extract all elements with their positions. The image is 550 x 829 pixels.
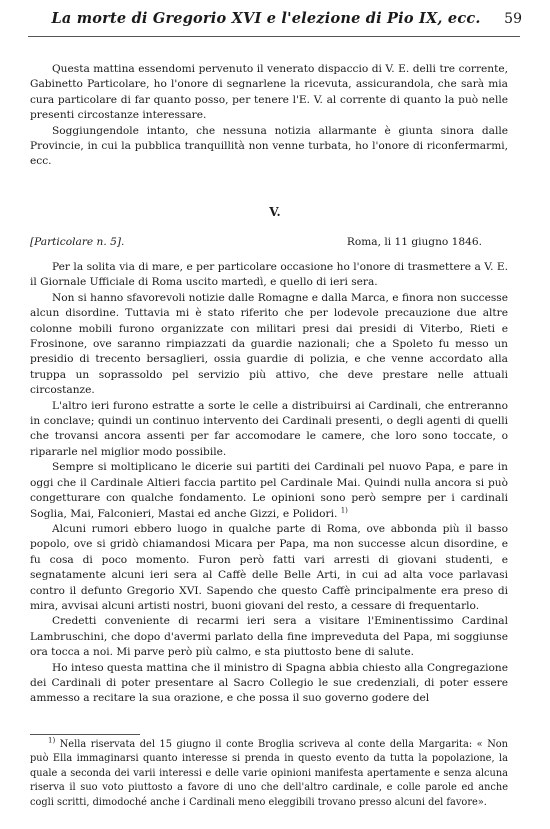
running-title: La morte di Gregorio XVI e l'elezione di Pio IX, ecc. [51, 10, 481, 27]
paragraph: Questa mattina essendomi pervenuto il venerato dispaccio di V. E. delli tre corrente, Gabinetto Particolare, ho l'onore di segnarlene la ricevuta, assicurandola, che sarà mia cura particolare di far quanto posso, per tenere l'E. V. al corrente di quanto la può nelle presenti circostanze interessare. [30, 63, 508, 122]
paragraph: Alcuni rumori ebbero luogo in qualche parte di Roma, ove abbonda più il basso popolo, ove si gridò chiamandosi Micara per Papa, ma non successe alcun disordine, e fu cosa di poco momento. Furon però fatti vari arresti di giovani studenti, e segnatamente alcuni ieri sera al Caffè delle Belle Arti, in cui ad alta voce parlavasi contro il defunto Gregorio XVI. Sapendo che questo Caffè principalmente era preso di mira, avvisai alcuni artisti nostri, buoni giovani del resto, a cessare di frequentarlo. [30, 522, 508, 612]
paragraph: Per la solita via di mare, e per particolare occasione ho l'onore di trasmettere a V. E. il Giornale Ufficiale di Roma uscito martedì, e quello di ieri sera. [30, 261, 508, 289]
footnote-marker: 1) [48, 736, 56, 745]
paragraph-text: Sempre si moltiplicano le dicerie sui partiti dei Cardinali pel nuovo Papa, e pare in oggi che il Cardinale Altieri faccia partito pel Cardinale Mai. Quindi nulla ancora si può congetturare con qualche fondamento. Le opinioni sono però sempre per i cardinali Soglia, Mai, Falconieri, Mastai ed anche Gizzi, e Polidori. [30, 461, 508, 520]
paragraph [30, 460, 508, 522]
letter-reference: [Particolare n. 5]. [30, 236, 125, 248]
section-number: V. [269, 205, 281, 219]
header-divider [28, 36, 520, 37]
footnote-text: Nella riservata del 15 giugno il conte Broglia scriveva al conte della Margarita: « Non può Ella immaginarsi quanto interesse si prenda in questo evento da tutta la popolazione, la quale a seconda dei varii interessi e delle varie opinioni manifesta apertamente e senza alcuna riserva il suo voto piuttosto a favore di uno che dell'altro cardinale, e colle parole ed anche cogli scritti, dimodoché anche i Cardinali meno eleggibili trovano presso alcuni del favore». [30, 739, 508, 808]
dateline [30, 236, 482, 248]
letter-date: Roma, li 11 giugno 1846. [346, 236, 482, 248]
paragraph: L'altro ieri furono estratte a sorte le celle a distribuirsi ai Cardinali, che entreranno in conclave; quindi un continuo intervento dei Cardinali presenti, o degli agenti di quelli che trovansi ancora assenti per far accomodare le camere, che loro sono toccate, o ripararle nel miglior modo possibile. [30, 399, 508, 458]
paragraph: Credetti conveniente di recarmi ieri sera a visitare l'Eminentissimo Cardinal Lambruschini, che dopo d'avermi parlato della fine impreveduta del Papa, mi soggiunse ora tocca a noi. Mi parve però più calmo, e sta piuttosto bene di salute. [30, 615, 508, 659]
footnote-paragraph [30, 738, 508, 810]
paragraph: Soggiungendole intanto, che nessuna notizia allarmante è giunta sinora dalle Provincie, in cui la pubblica tranquillità non venne turbata, ho l'onore di riconfermarmi, ecc. [30, 124, 508, 168]
paragraph: Non si hanno sfavorevoli notizie dalle Romagne e dalla Marca, e finora non successe alcun disordine. Tuttavia mi è stato riferito che per lodevole precauzione due altre colonne mobili furono organizzate con militari presi dai presidi di Viterbo, Rieti e Frosinone, ove saranno rimpiazzati da guardie nazionali; che a Spoleto fu messo un presidio di trecento bersaglieri, ossia guardie di polizia, e che venne accordato alla truppa un soprassoldo pel servizio più attivo, che deve prestare nelle attuali circostanze. [30, 291, 508, 397]
paragraph: Ho inteso questa mattina che il ministro di Spagna abbia chiesto alla Congregazione dei Cardinali di poter presentare al Sacro Collegio le sue credenziali, di poter essere ammesso a recitare la sua orazione, e che possa il suo governo godere del [30, 661, 508, 705]
letter-body [30, 260, 508, 707]
footnote-divider [30, 734, 140, 735]
letter-continuation [30, 62, 508, 170]
page-number: 59 [504, 11, 522, 27]
running-header [28, 10, 522, 27]
footnote [30, 738, 508, 810]
footnote-reference: 1) [340, 505, 348, 514]
